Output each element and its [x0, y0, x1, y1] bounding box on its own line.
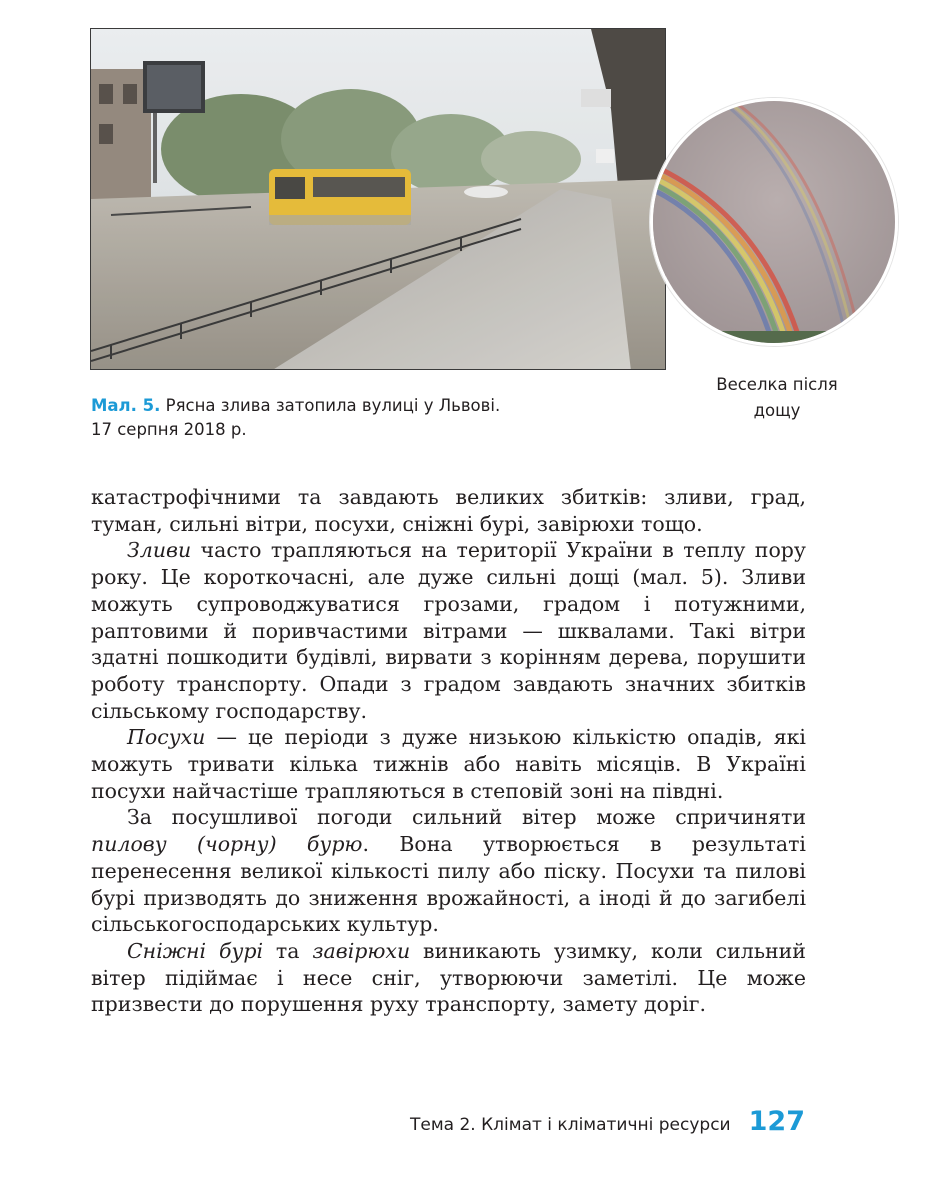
rainbow-photo — [650, 98, 898, 346]
term-droughts: Посухи — [127, 725, 206, 750]
figure-label: Мал. 5. — [91, 396, 161, 415]
paragraph-snowstorms-text: виникають узимку, коли сильний вітер підіймає і несе сніг, утворюючи заметілі. Це може призвести до порушення руху транспорту, замету доріг. — [91, 938, 806, 1017]
paragraph-dust-storm-text: . Вона утворюється в результаті перенесення великої кількості пилу або піску. Посухи та пилові бурі призводять до зниження врожайності, а іноді й до загибелі сільськогосподарських культур. — [91, 832, 806, 937]
paragraph-snowstorms-mid: та — [263, 938, 313, 963]
term-dust-storm: пилову (чорну) бурю — [91, 832, 363, 857]
paragraph-droughts-text: — це періоди з дуже низькою кількістю опадів, які можуть тривати кілька тижнів або навіть місяців. В Україні посухи найчастіше трапляються в степовій зоні на півдні. — [91, 725, 806, 803]
figure-caption-text: Рясна злива затопила вулиці у Львові. — [160, 396, 501, 415]
term-snowstorms: Сніжні бурі — [127, 938, 264, 963]
footer-topic: Тема 2. Клімат і кліматичні ресурси — [409, 1115, 731, 1135]
figure-caption — [91, 394, 611, 442]
page-footer — [410, 1106, 805, 1137]
paragraph-droughts — [91, 724, 806, 804]
term-downpours: Зливи — [127, 538, 192, 563]
paragraph-dust-storm — [91, 804, 806, 938]
paragraph-snowstorms — [91, 938, 806, 1018]
paragraph-1-text: катастрофічними та завдають великих збитків: зливи, град, туман, сильні вітри, посухи, сніжні бурі, завірюхи тощо. — [91, 485, 806, 536]
flood-photo — [90, 28, 666, 370]
rainbow-caption: Веселка після дощу — [716, 375, 838, 420]
paragraph-dust-storm-start: За посушливої погоди сильний вітер може спричиняти — [127, 805, 806, 830]
page-number: 127 — [748, 1106, 805, 1137]
paragraph-downpours — [91, 537, 806, 724]
paragraph-downpours-text: часто трапляються на території України в теплу пору року. Це короткочасні, але дуже сильні дощі (мал. 5). Зливи можуть супроводжуватися грозами, градом і потужними, раптовими й поривчастими вітрами — шквалами. Такі вітри здатні пошкодити будівлі, вирвати з корінням дерева, порушити роботу транспорту. Опади з градом завдають значних збитків сільському господарству. — [91, 538, 806, 723]
paragraph-1 — [91, 484, 806, 537]
term-blizzards: завірюхи — [312, 938, 411, 963]
body-text — [91, 484, 806, 1018]
figure-caption-date: 17 серпня 2018 р. — [91, 420, 247, 439]
